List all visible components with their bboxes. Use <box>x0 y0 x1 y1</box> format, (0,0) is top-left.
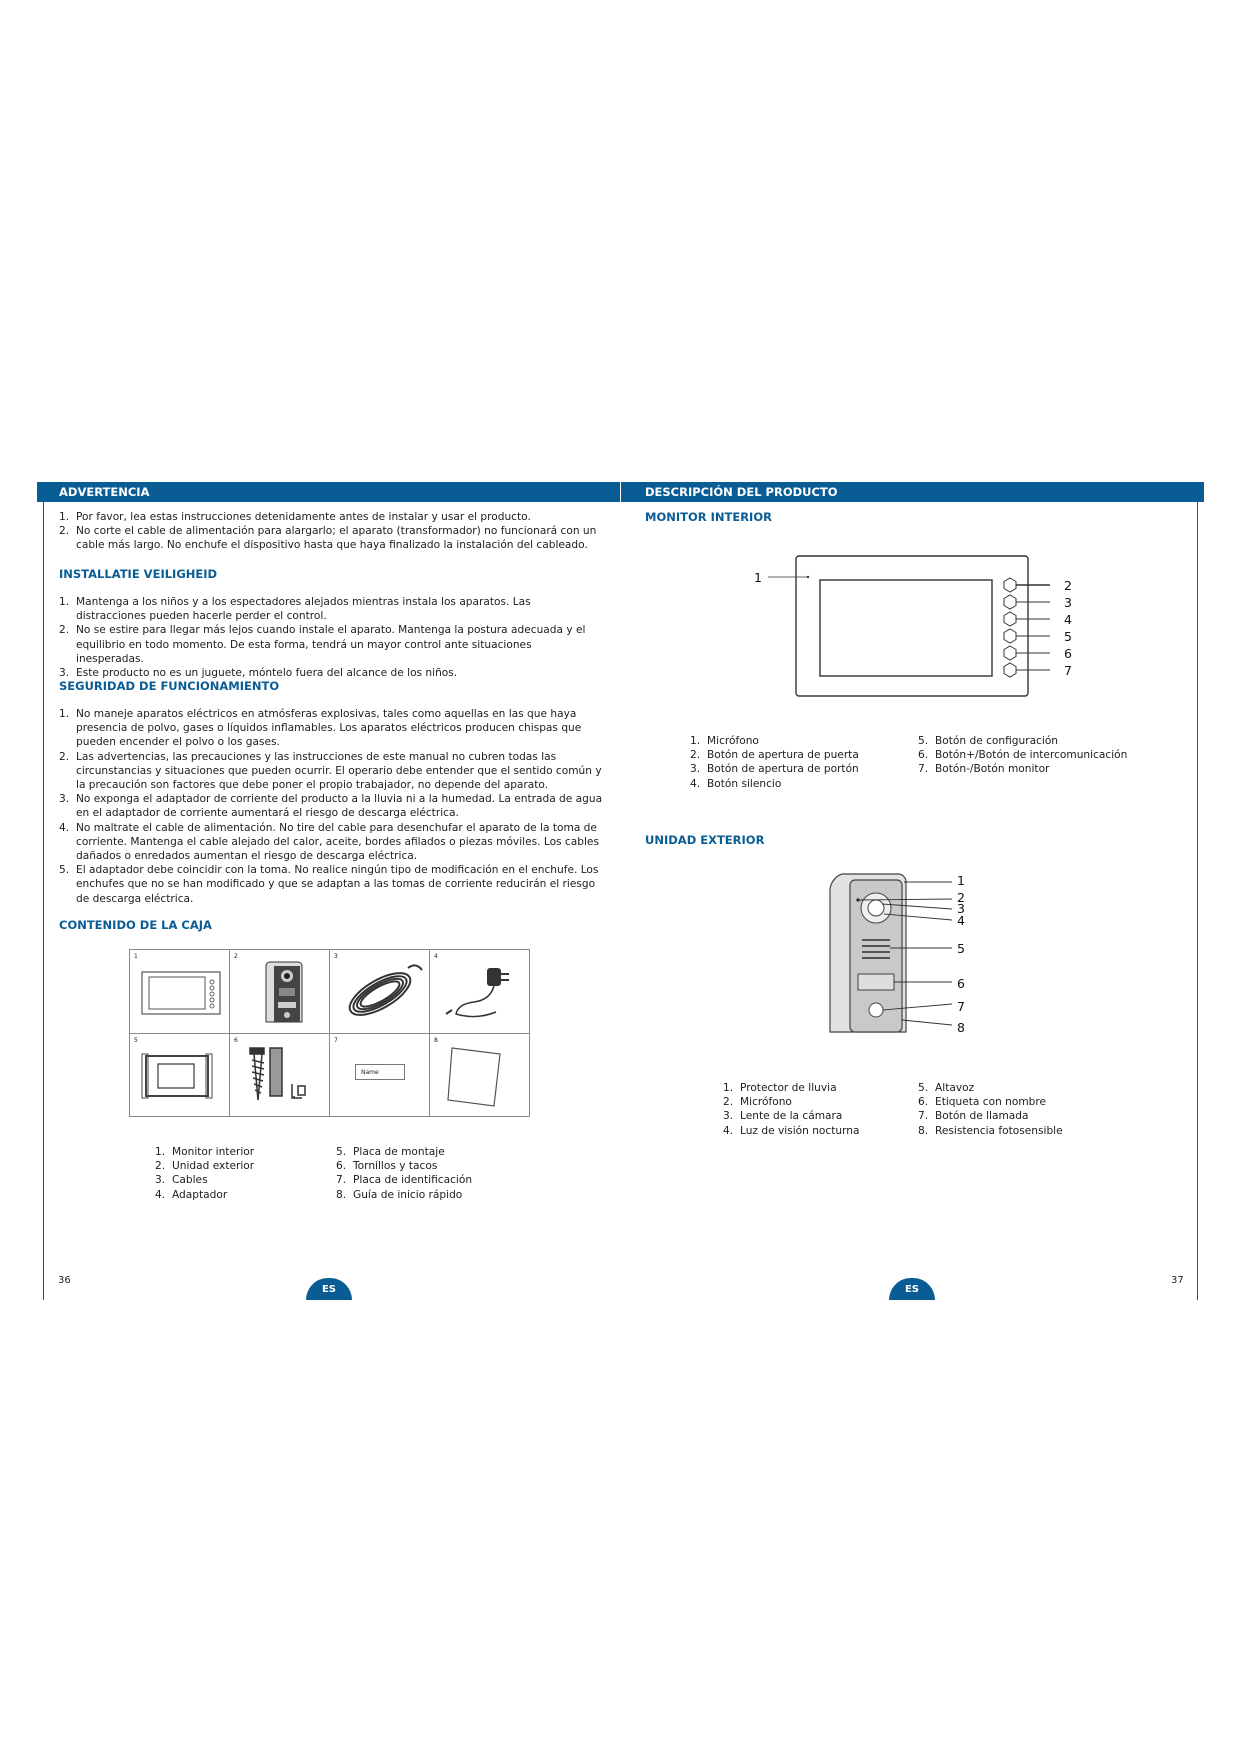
product-description-heading: DESCRIPCIÓN DEL PRODUCTO <box>645 485 838 499</box>
left-header-bar <box>37 482 620 502</box>
monitor-callout-6: 6 <box>1064 646 1072 661</box>
box-cell-quick-guide: 8 <box>429 1033 530 1117</box>
list-item: 2. Botón de apertura de puerta <box>690 749 859 762</box>
camera-lens-icon <box>868 900 884 916</box>
box-cell-outdoor-unit: 2 <box>229 949 330 1034</box>
operating-safety-list <box>59 707 604 906</box>
list-item: 4. Botón silencio <box>690 777 782 790</box>
outdoor-legend-2 <box>918 1081 1138 1138</box>
indoor-monitor-thumbnail <box>130 950 231 1035</box>
indoor-monitor-heading: MONITOR INTERIOR <box>645 510 772 524</box>
list-item: 7. Botón-/Botón monitor <box>918 763 1050 776</box>
list-item: 2. No corte el cable de alimentación para alargarlo; el aparato (transformador) no funcionará con un cable más largo. No enchufe el dispositivo hasta que haya finalizado la instalación del cableado. <box>59 525 597 552</box>
monitor-callout-4: 4 <box>1064 612 1072 627</box>
outdoor-unit-diagram <box>820 868 980 1058</box>
plus-intercom-button-icon <box>1004 646 1016 660</box>
mounting-plate-thumbnail <box>130 1034 231 1118</box>
list-item: 3. Botón de apertura de portón <box>690 763 859 776</box>
list-item: 3. Cables <box>155 1174 208 1187</box>
list-item: 1. Protector de lluvia <box>723 1082 837 1094</box>
list-item: 2. No se estire para llegar más lejos cuando instale el aparato. Mantenga la postura adecuada y el equilibrio en todo momento. De esta forma, tendrá un mayor control ante situaciones inesperadas. <box>59 624 586 665</box>
right-header-bar <box>621 482 1204 502</box>
list-item: 3. Este producto no es un juguete, móntelo fuera del alcance de los niños. <box>59 667 458 680</box>
box-contents-legend-1 <box>155 1145 325 1202</box>
monitor-legend-1 <box>690 734 910 791</box>
monitor-callout-1: 1 <box>754 570 762 585</box>
warning-heading: ADVERTENCIA <box>59 485 150 499</box>
door-open-button-icon <box>1004 578 1016 592</box>
adapter-thumbnail <box>430 950 531 1035</box>
monitor-callout-7: 7 <box>1064 663 1072 678</box>
list-item: 8. Guía de inicio rápido <box>336 1188 463 1201</box>
call-button-icon[interactable] <box>869 1003 883 1017</box>
outdoor-callout-3: 3 <box>957 901 965 916</box>
install-safety-list <box>59 595 589 680</box>
monitor-screen <box>820 580 992 676</box>
minus-monitor-button-icon <box>1004 663 1016 677</box>
box-contents-heading: CONTENIDO DE LA CAJA <box>59 918 212 932</box>
left-page-edge <box>43 502 44 1300</box>
list-item: 7. Botón de llamada <box>918 1110 1029 1123</box>
monitor-callout-3: 3 <box>1064 595 1072 610</box>
outdoor-callout-2: 2 <box>957 890 965 905</box>
install-safety-heading: INSTALLATIE VEILIGHEID <box>59 567 218 581</box>
list-item: 6. Botón+/Botón de intercomunicación <box>918 749 1128 762</box>
list-item: 4. No maltrate el cable de alimentación. No tire del cable para desenchufar el aparato de la toma de corriente. Mantenga el cable alejado del calor, aceite, bordes afilados o piezas móviles. Los cables dañados o enredados aumentan el riesgo de descarga eléctrica. <box>59 821 599 863</box>
list-item: 1. Monitor interior <box>155 1146 255 1158</box>
warning-list <box>59 510 599 553</box>
list-item: 4. Adaptador <box>155 1188 228 1201</box>
list-item: 1. Mantenga a los niños y a los espectadores alejados mientras instala los aparatos. Las distracciones pueden hacerle perder el control. <box>59 596 531 623</box>
quick-guide-thumbnail <box>430 1034 531 1118</box>
outdoor-callout-4: 4 <box>957 913 965 928</box>
box-contents-grid <box>129 949 530 1117</box>
outdoor-callout-6: 6 <box>957 976 965 991</box>
list-item: 8. Resistencia fotosensible <box>918 1124 1063 1137</box>
box-contents-legend-2 <box>336 1145 526 1202</box>
list-item: 3. No exponga el adaptador de corriente del producto a la lluvia ni a la humedad. La entrada de agua en el adaptador de corriente aumentará el riesgo de descarga eléctrica. <box>59 793 603 820</box>
outdoor-callout-8: 8 <box>957 1020 965 1035</box>
monitor-callout-2: 2 <box>1064 578 1072 593</box>
settings-button-icon <box>1004 629 1016 643</box>
right-language-tab: ES <box>889 1278 935 1300</box>
box-cell-screws: 6 <box>229 1033 330 1117</box>
list-item: 7. Placa de identificación <box>336 1174 473 1187</box>
left-language-tab: ES <box>306 1278 352 1300</box>
list-item: 2. Las advertencias, las precauciones y las instrucciones de este manual no cubren todas las circunstancias y situaciones que pueden ocurrir. El operario debe entender que el sentido común y la precaución son factores que debe poner el propio trabajador, no depende del aparato. <box>59 750 602 792</box>
box-cell-adapter: 4 <box>429 949 530 1034</box>
monitor-callout-5: 5 <box>1064 629 1072 644</box>
box-cell-monitor: 1 <box>129 949 230 1034</box>
list-item: 3. Lente de la cámara <box>723 1110 843 1123</box>
outdoor-legend-1 <box>723 1081 903 1138</box>
outdoor-callout-7: 7 <box>957 999 965 1014</box>
monitor-legend-2 <box>918 734 1178 777</box>
list-item: 2. Unidad exterior <box>155 1160 255 1173</box>
indoor-monitor-diagram <box>740 550 1090 710</box>
outdoor-unit-thumbnail <box>230 950 331 1035</box>
list-item: 2. Micrófono <box>723 1096 792 1109</box>
operating-safety-heading: SEGURIDAD DE FUNCIONAMIENTO <box>59 679 280 693</box>
box-cell-name-plate: 7 Name <box>329 1033 430 1117</box>
list-item: 1. No maneje aparatos eléctricos en atmósferas explosivas, tales como aquellas en las que haya presencia de polvo, gases o líquidos inflamables. Los aparatos eléctricos producen chispas que pueden encender el polvo o los gases. <box>59 708 582 749</box>
screws-thumbnail <box>230 1034 331 1118</box>
name-label-slot <box>858 974 894 990</box>
outdoor-unit-heading: UNIDAD EXTERIOR <box>645 833 765 847</box>
right-page-edge <box>1197 502 1198 1300</box>
list-item: 1. Micrófono <box>690 735 759 747</box>
list-item: 6. Tornillos y tacos <box>336 1160 438 1173</box>
box-cell-cables: 3 <box>329 949 430 1034</box>
list-item: 4. Luz de visión nocturna <box>723 1124 860 1137</box>
list-item: 6. Etiqueta con nombre <box>918 1096 1047 1109</box>
list-item: 1. Por favor, lea estas instrucciones detenidamente antes de instalar y usar el producto. <box>59 511 531 523</box>
gate-open-button-icon <box>1004 595 1016 609</box>
left-page-number: 36 <box>58 1275 71 1286</box>
cables-thumbnail <box>330 950 431 1035</box>
box-cell-mounting-plate: 5 <box>129 1033 230 1117</box>
list-item: 5. Botón de configuración <box>918 735 1059 747</box>
outdoor-callout-5: 5 <box>957 941 965 956</box>
right-page-number: 37 <box>1171 1275 1184 1286</box>
list-item: 5. Altavoz <box>918 1082 975 1094</box>
mute-button-icon <box>1004 612 1016 626</box>
outdoor-callout-1: 1 <box>957 873 965 888</box>
list-item: 5. Placa de montaje <box>336 1146 445 1158</box>
list-item: 5. El adaptador debe coincidir con la toma. No realice ningún tipo de modificación en el enchufe. Los enchufes que no se han modificado y que se adaptan a las tomas de corriente reducirán el riesgo de descarga eléctrica. <box>59 864 599 905</box>
name-label-plate: Name <box>355 1064 405 1080</box>
